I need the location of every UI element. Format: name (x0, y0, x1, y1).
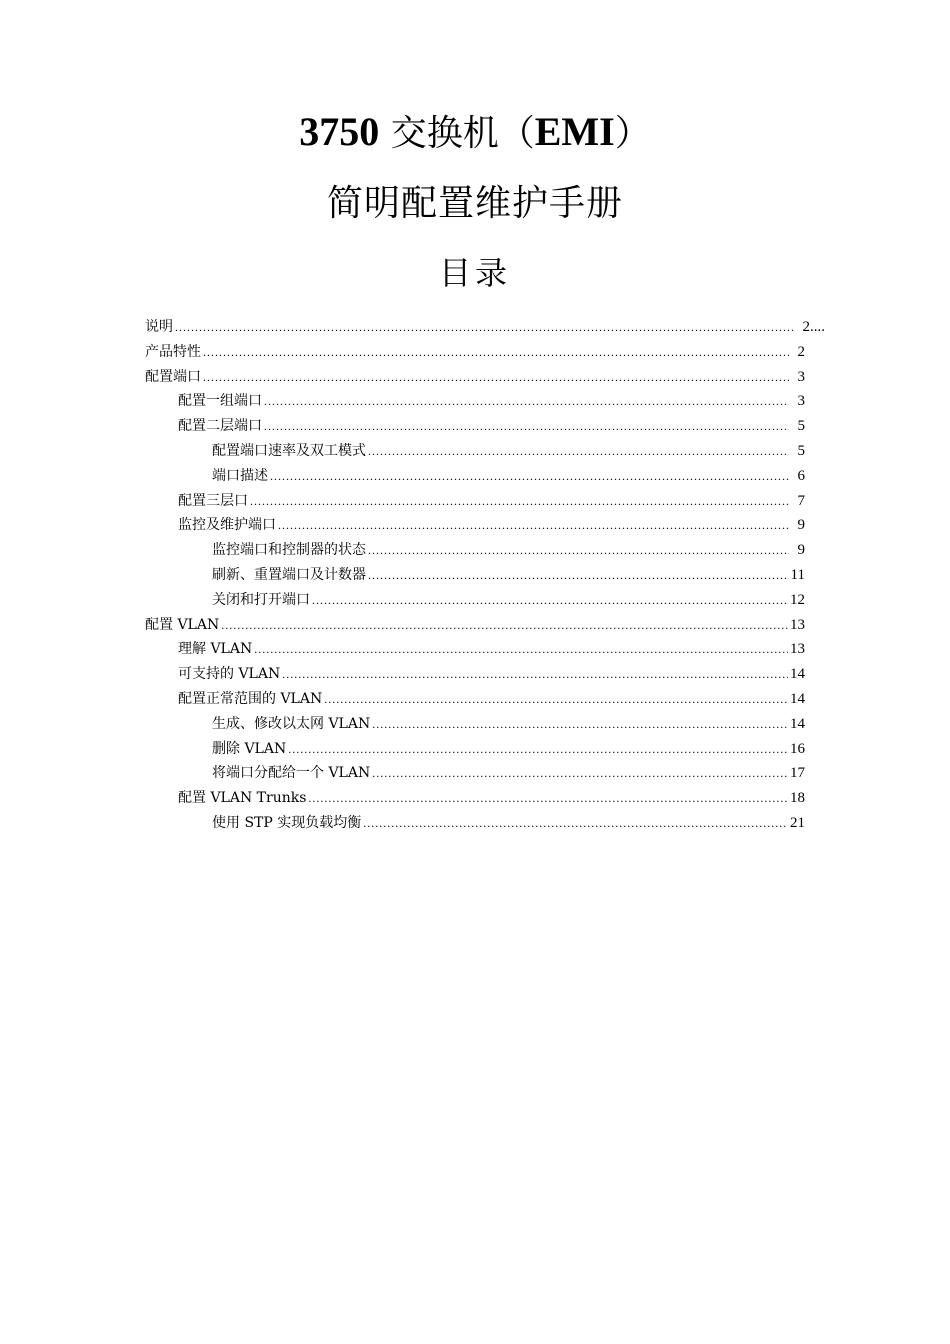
toc-entry-page-number: 16 (790, 740, 805, 757)
toc-entry-page-number: 11 (790, 566, 805, 583)
toc-entry-page-number: 2.... (802, 319, 825, 335)
toc-entry-label: 生成、修改以太网 VLAN (212, 715, 371, 732)
toc-leader-dots (282, 662, 788, 687)
toc-entry-page-number: 2 (797, 343, 805, 360)
title-model-number: 3750 (299, 109, 380, 154)
toc-entry-page-number: 13 (790, 616, 805, 633)
document-subtitle: 简明配置维护手册 (326, 183, 623, 224)
toc-leader-dots (270, 464, 789, 489)
toc-leader-dots (203, 340, 789, 365)
toc-entry-page-number: 14 (790, 715, 805, 732)
toc-leader-dots (221, 613, 788, 638)
toc-entry-page-number: 5 (797, 442, 805, 459)
toc-entry-label: 配置 VLAN (145, 616, 220, 633)
toc-entry-label: 说明 (145, 319, 173, 335)
toc-entry-page-number: 17 (790, 765, 805, 782)
toc-entry[interactable] (145, 737, 825, 762)
toc-leader-dots (368, 439, 789, 464)
table-of-contents (145, 315, 825, 836)
toc-entry[interactable] (145, 538, 825, 563)
toc-entry-page-number: 9 (797, 542, 805, 559)
toc-leader-dots (278, 513, 789, 538)
toc-entry-label: 将端口分配给一个 VLAN (212, 765, 371, 782)
toc-entry-label: 配置二层端口 (178, 418, 262, 435)
toc-entry-page-number: 14 (790, 690, 805, 707)
toc-entry-label: 产品特性 (145, 343, 201, 360)
toc-entry[interactable] (145, 662, 825, 687)
toc-entry[interactable] (145, 340, 825, 365)
toc-entry[interactable] (145, 389, 825, 414)
title-closing-paren: ） (614, 113, 651, 154)
toc-leader-dots (264, 414, 789, 439)
toc-entry-label: 端口描述 (212, 467, 268, 484)
toc-entry-page-number: 3 (797, 368, 805, 385)
document-title (0, 109, 950, 154)
toc-entry-label: 监控端口和控制器的状态 (212, 542, 366, 559)
toc-entry-label: 配置正常范围的 VLAN (178, 690, 323, 707)
toc-leader-dots (372, 712, 788, 737)
toc-entry[interactable] (145, 365, 825, 390)
toc-entry[interactable] (145, 513, 825, 538)
toc-leader-dots (175, 315, 793, 340)
toc-entry[interactable] (145, 811, 825, 836)
toc-leader-dots (254, 637, 788, 662)
toc-entry-page-number: 14 (790, 666, 805, 683)
toc-entry[interactable] (145, 786, 825, 811)
toc-entry-label: 刷新、重置端口及计数器 (212, 566, 366, 583)
title-variant: EMI (534, 109, 615, 154)
toc-entry[interactable] (145, 464, 825, 489)
toc-leader-dots (363, 811, 788, 836)
toc-entry-label: 配置一组端口 (178, 393, 262, 410)
toc-entry[interactable] (145, 588, 825, 613)
toc-leader-dots (372, 761, 788, 786)
toc-entry[interactable] (145, 414, 825, 439)
toc-entry-label: 配置 VLAN Trunks (178, 790, 307, 807)
toc-entry[interactable] (145, 687, 825, 712)
toc-entry-page-number: 18 (790, 790, 805, 807)
toc-entry-label: 使用 STP 实现负载均衡 (212, 814, 362, 831)
toc-leader-dots (203, 365, 789, 390)
toc-leader-dots (250, 489, 789, 514)
toc-leader-dots (308, 786, 788, 811)
toc-entry-page-number: 12 (790, 591, 805, 608)
toc-entry[interactable] (145, 315, 825, 340)
toc-entry-page-number: 5 (797, 418, 805, 435)
toc-entry-label: 配置端口 (145, 368, 201, 385)
toc-entry[interactable] (145, 761, 825, 786)
toc-leader-dots (312, 588, 788, 613)
title-device-name: 交换机（ (379, 113, 535, 154)
toc-leader-dots (368, 538, 789, 563)
toc-entry-page-number: 13 (790, 641, 805, 658)
toc-entry-label: 配置三层口 (178, 492, 248, 509)
toc-entry-label: 理解 VLAN (178, 641, 253, 658)
toc-entry-page-number: 21 (790, 814, 805, 831)
toc-entry-page-number: 7 (797, 492, 805, 509)
toc-entry-label: 可支持的 VLAN (178, 666, 281, 683)
toc-entry-label: 配置端口速率及双工模式 (212, 442, 366, 459)
toc-entry[interactable] (145, 637, 825, 662)
toc-entry[interactable] (145, 613, 825, 638)
toc-entry[interactable] (145, 712, 825, 737)
toc-entry-label: 监控及维护端口 (178, 517, 276, 534)
toc-leader-dots (324, 687, 788, 712)
toc-entry-label: 关闭和打开端口 (212, 591, 310, 608)
toc-leader-dots (288, 737, 788, 762)
toc-leader-dots (264, 389, 789, 414)
toc-leader-dots (368, 563, 789, 588)
toc-entry-page-number: 6 (797, 467, 805, 484)
toc-entry-label: 删除 VLAN (212, 740, 287, 757)
toc-entry-page-number: 9 (797, 517, 805, 534)
toc-entry[interactable] (145, 489, 825, 514)
toc-entry[interactable] (145, 439, 825, 464)
toc-heading: 目录 (438, 254, 511, 292)
toc-entry-page-number: 3 (797, 393, 805, 410)
toc-entry[interactable] (145, 563, 825, 588)
